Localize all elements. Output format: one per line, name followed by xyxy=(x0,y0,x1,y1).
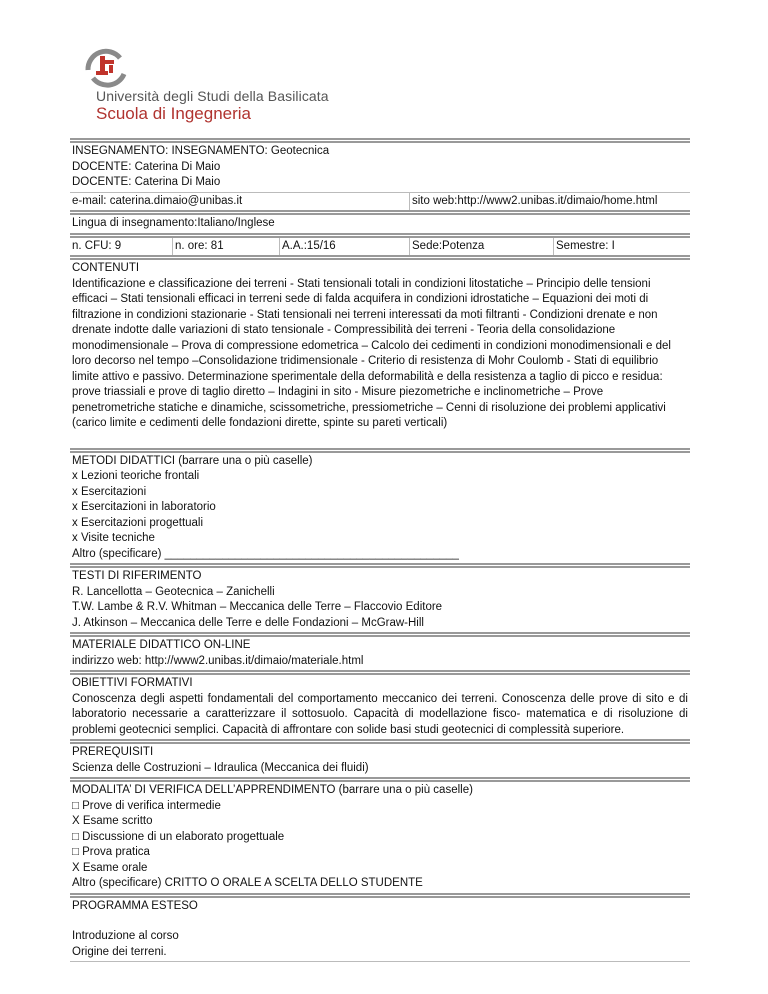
list-item: x Lezioni teoriche frontali xyxy=(72,470,200,482)
list-item: X Esame orale xyxy=(72,861,148,874)
course-name: INSEGNAMENTO: INSEGNAMENTO: Geotecnica xyxy=(72,145,330,157)
metodi-section xyxy=(70,453,690,564)
list-item: □ Discussione di un elaborato progettuale xyxy=(72,830,285,843)
list-item: X Esame scritto xyxy=(72,815,153,827)
section-title: PREREQUISITI xyxy=(72,746,154,758)
testi-section xyxy=(70,568,690,632)
list-item: J. Atkinson – Meccanica delle Terre e delle Fondazioni – McGraw-Hill xyxy=(72,616,424,629)
list-item: x Esercitazioni in laboratorio xyxy=(72,501,216,513)
semester-field: Semestre: I xyxy=(553,238,690,256)
programma-section xyxy=(70,898,690,962)
list-item: □ Prova pratica xyxy=(72,846,150,858)
section-text: Conoscenza degli aspetti fondamentali del comportamento meccanico dei terreni. Conoscenza delle prove di sito e di laboratorio necessarie a caratterizzare il sottosuolo. Capacità di modellazione fisco- matematica e di risoluzione di problemi geotecnici semplici. Capacità di affrontare con solide basi studi geotecnici di complessità superiore. xyxy=(72,692,688,736)
school-name: Scuola di Ingegneria xyxy=(96,104,252,123)
section-title: TESTI DI RIFERIMENTO xyxy=(72,570,202,582)
list-item: T.W. Lambe & R.V. Whitman – Meccanica delle Terre – Flaccovio Editore xyxy=(72,601,443,613)
obiettivi-section xyxy=(70,675,690,739)
list-item: Introduzione al corso xyxy=(72,930,179,942)
section-title: MODALITA’ DI VERIFICA DELL’APPRENDIMENTO (barrare una o più caselle) xyxy=(72,784,473,796)
website-field: sito web:http://www2.unibas.it/dimaio/home.html xyxy=(409,193,690,211)
materiale-link[interactable]: indirizzo web: http://www2.unibas.it/dimaio/materiale.html xyxy=(72,654,364,667)
list-item: □ Prove di verifica intermedie xyxy=(72,799,221,812)
contact-row xyxy=(70,193,690,211)
hours-field: n. ore: 81 xyxy=(172,238,279,256)
list-item: x Esercitazioni xyxy=(72,485,147,498)
list-item: Altro (specificare) CRITTO O ORALE A SCELTA DELLO STUDENTE xyxy=(72,877,423,889)
language-field: Lingua di insegnamento:Italiano/Inglese xyxy=(72,217,275,229)
university-name: Università degli Studi della Basilicata xyxy=(96,88,329,104)
materiale-section xyxy=(70,637,690,670)
list-item: R. Lancellotta – Geotecnica – Zanichelli xyxy=(72,585,275,598)
modalita-section xyxy=(70,782,690,893)
contenuti-section xyxy=(70,260,690,433)
teacher-line: DOCENTE: Caterina Di Maio xyxy=(72,176,221,188)
list-item: Altro (specificare) ______________________________________________ xyxy=(72,547,459,560)
section-title: OBIETTIVI FORMATIVI xyxy=(72,677,193,689)
section-text: Scienza delle Costruzioni – Idraulica (Meccanica dei fluidi) xyxy=(72,761,369,774)
section-text: Identificazione e classificazione dei terreni - Stati tensionali totali in condizioni litostatiche – Principio delle tensioni efficaci – Stati tensionali efficaci in terreni sede di falda acquifera in condizioni idrostatiche – Equazioni dei moti di filtrazione in condizioni stazionarie - Stati tensionali nei terreni interessati da moti filtranti - Condizioni drenate e non drenate indotte dalle variazioni di stato tensionale - Compressibilità dei terreni - Teoria della consolidazione monodimensionale – Prova di compressione edometrica – Calcolo dei cedimenti in condizioni monodimensionali e del loro decorso nel tempo –Consolidazione tridimensionale - Criterio di resistenza di Mohr Coulomb - Stati di equilibrio limite attivo e passivo. Determinazione sperimentale della deformabilità e della resistenza a taglio di picco e residua: prove triassiali e prove di taglio diretto – Indagini in sito - Misure piezometriche e inclinometriche – Prove penetrometriche statiche e dinamiche, scissometriche, pressiometriche – Cenni di risoluzione dei problemi applicativi (carico limite e cedimenti delle fondazioni dirette, spinte su pareti verticali) xyxy=(72,277,671,429)
cfu-field: n. CFU: 9 xyxy=(72,239,122,252)
teacher-line: DOCENTE: Caterina Di Maio xyxy=(72,160,221,173)
section-title: CONTENUTI xyxy=(72,262,140,274)
section-title: PROGRAMMA ESTESO xyxy=(72,899,198,912)
academic-year-field: A.A.:15/16 xyxy=(279,238,409,256)
course-info xyxy=(70,143,690,192)
section-title: METODI DIDATTICI (barrare una o più caselle) xyxy=(72,454,313,467)
list-item: Origine dei terreni. xyxy=(72,945,167,958)
course-meta-row xyxy=(70,238,690,256)
location-field: Sede:Potenza xyxy=(409,238,553,256)
email-field: e-mail: caterina.dimaio@unibas.it xyxy=(72,194,243,207)
section-title: MATERIALE DIDATTICO ON-LINE xyxy=(72,639,251,651)
list-item: x Esercitazioni progettuali xyxy=(72,516,204,529)
list-item: x Visite tecniche xyxy=(72,532,155,544)
prerequisiti-section xyxy=(70,744,690,777)
course-sheet xyxy=(70,138,690,962)
